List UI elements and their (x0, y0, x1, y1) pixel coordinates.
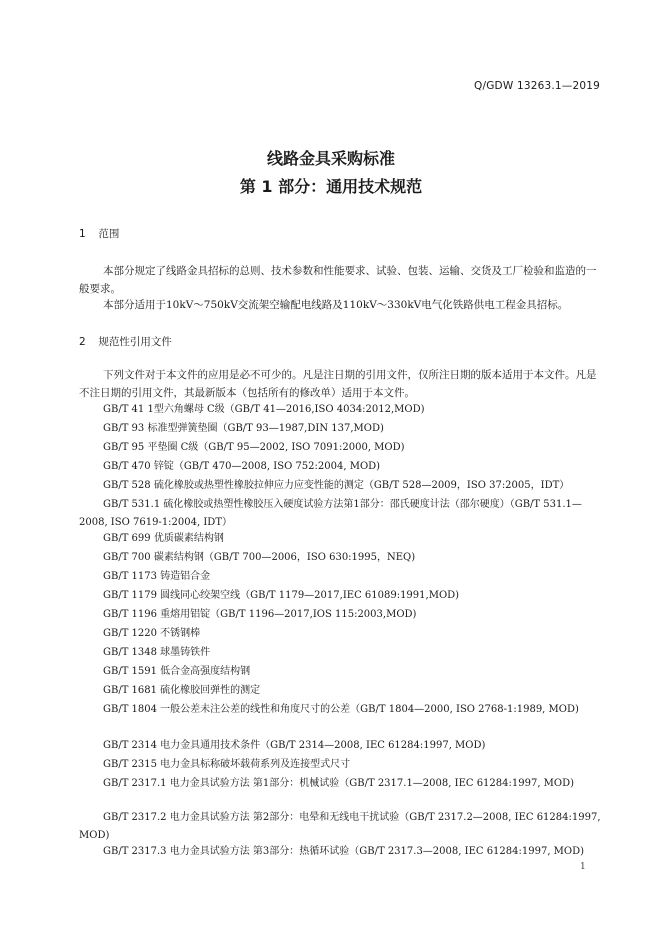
scope-paragraph-1: 本部分规定了线路金具招标的总则、技术参数和性能要求、试验、包装、运输、交货及工厂检验和监造的一般要求。 (79, 265, 597, 295)
document-subtitle: 第 1 部分：通用技术规范 (239, 177, 423, 196)
section-number: 1 (79, 228, 86, 240)
reference-item: GB/T 1591 低合金高强度结构钢 (103, 666, 251, 677)
reference-item: GB/T 1804 一般公差未注公差的线性和角度尺寸的公差（GB/T 1804—2000, ISO 2768-1:1989, MOD) (103, 704, 579, 715)
section-heading-references (79, 334, 172, 349)
reference-item: GB/T 699 优质碳素结构钢 (103, 533, 224, 544)
reference-item: GB/T 2317.2 电力金具试验方法 第2部分：电晕和无线电干扰试验（GB/T 2317.2—2008, IEC 61284:1997, MOD) (79, 812, 601, 841)
reference-item: GB/T 41 1型六角螺母 C级（GB/T 41—2016,ISO 4034:2012,MOD) (103, 404, 425, 415)
reference-item: GB/T 531.1 硫化橡胶或热塑性橡胶压入硬度试验方法第1部分：邵氏硬度计法（邵尔硬度）（GB/T 531.1—2008, ISO 7619-1:2004, IDT） (79, 499, 582, 528)
section-number: 2 (79, 336, 86, 348)
reference-item: GB/T 2314 电力金具通用技术条件（GB/T 2314—2008, IEC 61284:1997, MOD) (103, 740, 486, 751)
scope-paragraph-2: 本部分适用于10kV～750kV交流架空输配电线路及110kV～330kV电气化铁路供电工程金具招标。 (103, 299, 569, 311)
reference-item: GB/T 2317.1 电力金具试验方法 第1部分：机械试验（GB/T 2317.1—2008, IEC 61284:1997, MOD) (103, 778, 575, 789)
reference-item: GB/T 93 标准型弹簧垫圈（GB/T 93—1987,DIN 137,MOD) (103, 423, 384, 434)
reference-item: GB/T 95 平垫圈 C级（GB/T 95—2002, ISO 7091:2000, MOD) (103, 442, 405, 453)
standard-code: Q/GDW 13263.1—2019 (474, 80, 600, 92)
reference-item: GB/T 1348 球墨铸铁件 (103, 647, 211, 658)
reference-item: GB/T 528 硫化橡胶或热塑性橡胶拉伸应力应变性能的测定（GB/T 528—2009，ISO 37:2005，IDT） (103, 480, 570, 491)
reference-item: GB/T 1220 不锈钢棒 (103, 628, 201, 639)
reference-item: GB/T 700 碳素结构钢（GB/T 700—2006，ISO 630:1995，NEQ) (103, 552, 416, 563)
reference-item: GB/T 1173 铸造铝合金 (103, 571, 211, 582)
reference-item: GB/T 2317.3 电力金具试验方法 第3部分：热循环试验（GB/T 2317.3—2008, IEC 61284:1997, MOD) (103, 846, 585, 857)
reference-item: GB/T 1179 圆线同心绞架空线（GB/T 1179—2017,IEC 61089:1991,MOD) (103, 590, 460, 601)
page-number: 1 (580, 862, 586, 872)
reference-item: GB/T 470 锌锭（GB/T 470—2008, ISO 752:2004, MOD) (103, 461, 381, 472)
document-title: 线路金具采购标准 (266, 149, 395, 168)
reference-item: GB/T 1196 重熔用铝锭（GB/T 1196—2017,IOS 115:2003,MOD) (103, 609, 417, 620)
references-intro: 下列文件对于本文件的应用是必不可少的。凡是注日期的引用文件，仅所注日期的版本适用于本文件。凡是不注日期的引用文件，其最新版本（包括所有的修改单）适用于本文件。 (79, 369, 597, 399)
reference-item: GB/T 1681 硫化橡胶回弹性的测定 (103, 685, 261, 696)
section-title: 范围 (98, 228, 120, 240)
section-title: 规范性引用文件 (98, 336, 172, 348)
section-heading-scope (79, 226, 119, 241)
reference-item: GB/T 2315 电力金具标称破坏载荷系列及连接型式尺寸 (103, 759, 351, 770)
